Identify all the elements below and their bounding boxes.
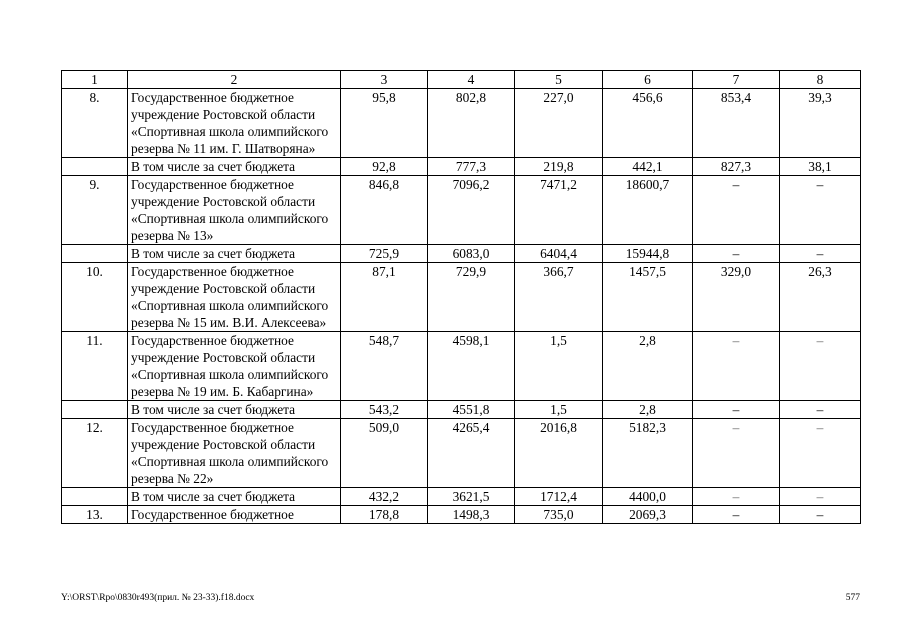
value-cell: 6404,4 (515, 245, 603, 263)
institution-name-cell: Государственное бюджетное учреждение Ростовской области «Спортивная школа олимпийского резерва № 22» (128, 419, 341, 488)
value-cell: – (693, 506, 780, 524)
value-cell: 729,9 (428, 263, 515, 332)
value-cell: 4400,0 (603, 488, 693, 506)
header-cell: 5 (515, 71, 603, 89)
value-cell: 366,7 (515, 263, 603, 332)
table-row (62, 401, 861, 419)
value-cell: 92,8 (341, 158, 428, 176)
header-cell: 7 (693, 71, 780, 89)
row-number-cell (62, 245, 128, 263)
value-cell: 802,8 (428, 89, 515, 158)
table-row (62, 419, 861, 488)
value-cell: 4265,4 (428, 419, 515, 488)
institution-name-cell: Государственное бюджетное учреждение Ростовской области «Спортивная школа олимпийского резерва № 19 им. Б. Кабаргина» (128, 332, 341, 401)
value-cell: 735,0 (515, 506, 603, 524)
table-row (62, 506, 861, 524)
header-cell: 6 (603, 71, 693, 89)
header-cell: 8 (780, 71, 861, 89)
value-cell: 846,8 (341, 176, 428, 245)
value-cell: – (693, 488, 780, 506)
value-cell: 3621,5 (428, 488, 515, 506)
institution-name-cell: В том числе за счет бюджета (128, 401, 341, 419)
header-cell: 2 (128, 71, 341, 89)
row-number-cell (62, 158, 128, 176)
value-cell: – (780, 245, 861, 263)
institution-name-cell: Государственное бюджетное учреждение Ростовской области «Спортивная школа олимпийского резерва № 13» (128, 176, 341, 245)
value-cell: 432,2 (341, 488, 428, 506)
value-cell: 853,4 (693, 89, 780, 158)
value-cell: 827,3 (693, 158, 780, 176)
institution-name-cell: В том числе за счет бюджета (128, 158, 341, 176)
value-cell: – (780, 506, 861, 524)
value-cell: – (693, 332, 780, 401)
table-row (62, 158, 861, 176)
value-cell: – (780, 488, 861, 506)
value-cell: 7096,2 (428, 176, 515, 245)
value-cell: 178,8 (341, 506, 428, 524)
table-body (62, 71, 861, 524)
value-cell: 1,5 (515, 401, 603, 419)
value-cell: 2,8 (603, 401, 693, 419)
row-number-cell (62, 488, 128, 506)
value-cell: 2016,8 (515, 419, 603, 488)
value-cell: – (780, 176, 861, 245)
institution-name-cell: Государственное бюджетное (128, 506, 341, 524)
value-cell: 1457,5 (603, 263, 693, 332)
row-number-cell (62, 401, 128, 419)
institution-name-cell: В том числе за счет бюджета (128, 488, 341, 506)
value-cell: – (780, 401, 861, 419)
value-cell: 329,0 (693, 263, 780, 332)
value-cell: 509,0 (341, 419, 428, 488)
value-cell: – (780, 419, 861, 488)
header-cell: 4 (428, 71, 515, 89)
value-cell: 1,5 (515, 332, 603, 401)
table-row (62, 176, 861, 245)
value-cell: 442,1 (603, 158, 693, 176)
footer-page-number: 577 (845, 593, 860, 603)
value-cell: 227,0 (515, 89, 603, 158)
row-number-cell: 11. (62, 332, 128, 401)
value-cell: – (693, 419, 780, 488)
value-cell: – (693, 176, 780, 245)
value-cell: 219,8 (515, 158, 603, 176)
value-cell: 543,2 (341, 401, 428, 419)
row-number-cell: 8. (62, 89, 128, 158)
value-cell: 4551,8 (428, 401, 515, 419)
value-cell: – (780, 332, 861, 401)
footer-file-path: Y:\ORST\Rpo\0830r493(прил. № 23-33).f18.docx (61, 593, 255, 603)
table-row (62, 332, 861, 401)
institution-name-cell: Государственное бюджетное учреждение Ростовской области «Спортивная школа олимпийского резерва № 15 им. В.И. Алексеева» (128, 263, 341, 332)
row-number-cell: 13. (62, 506, 128, 524)
header-cell: 1 (62, 71, 128, 89)
value-cell: 548,7 (341, 332, 428, 401)
table-row (62, 488, 861, 506)
budget-table (61, 70, 861, 524)
value-cell: 725,9 (341, 245, 428, 263)
value-cell: 38,1 (780, 158, 861, 176)
value-cell: 5182,3 (603, 419, 693, 488)
row-number-cell: 10. (62, 263, 128, 332)
value-cell: – (693, 401, 780, 419)
header-cell: 3 (341, 71, 428, 89)
value-cell: – (693, 245, 780, 263)
value-cell: 18600,7 (603, 176, 693, 245)
value-cell: 95,8 (341, 89, 428, 158)
value-cell: 26,3 (780, 263, 861, 332)
value-cell: 2069,3 (603, 506, 693, 524)
value-cell: 87,1 (341, 263, 428, 332)
table-row (62, 263, 861, 332)
value-cell: 39,3 (780, 89, 861, 158)
value-cell: 1712,4 (515, 488, 603, 506)
value-cell: 15944,8 (603, 245, 693, 263)
column-number-row (62, 71, 861, 89)
value-cell: 456,6 (603, 89, 693, 158)
value-cell: 7471,2 (515, 176, 603, 245)
value-cell: 777,3 (428, 158, 515, 176)
value-cell: 6083,0 (428, 245, 515, 263)
value-cell: 2,8 (603, 332, 693, 401)
row-number-cell: 12. (62, 419, 128, 488)
table-row (62, 89, 861, 158)
row-number-cell: 9. (62, 176, 128, 245)
institution-name-cell: В том числе за счет бюджета (128, 245, 341, 263)
value-cell: 4598,1 (428, 332, 515, 401)
institution-name-cell: Государственное бюджетное учреждение Ростовской области «Спортивная школа олимпийского резерва № 11 им. Г. Шатворяна» (128, 89, 341, 158)
table-row (62, 245, 861, 263)
value-cell: 1498,3 (428, 506, 515, 524)
